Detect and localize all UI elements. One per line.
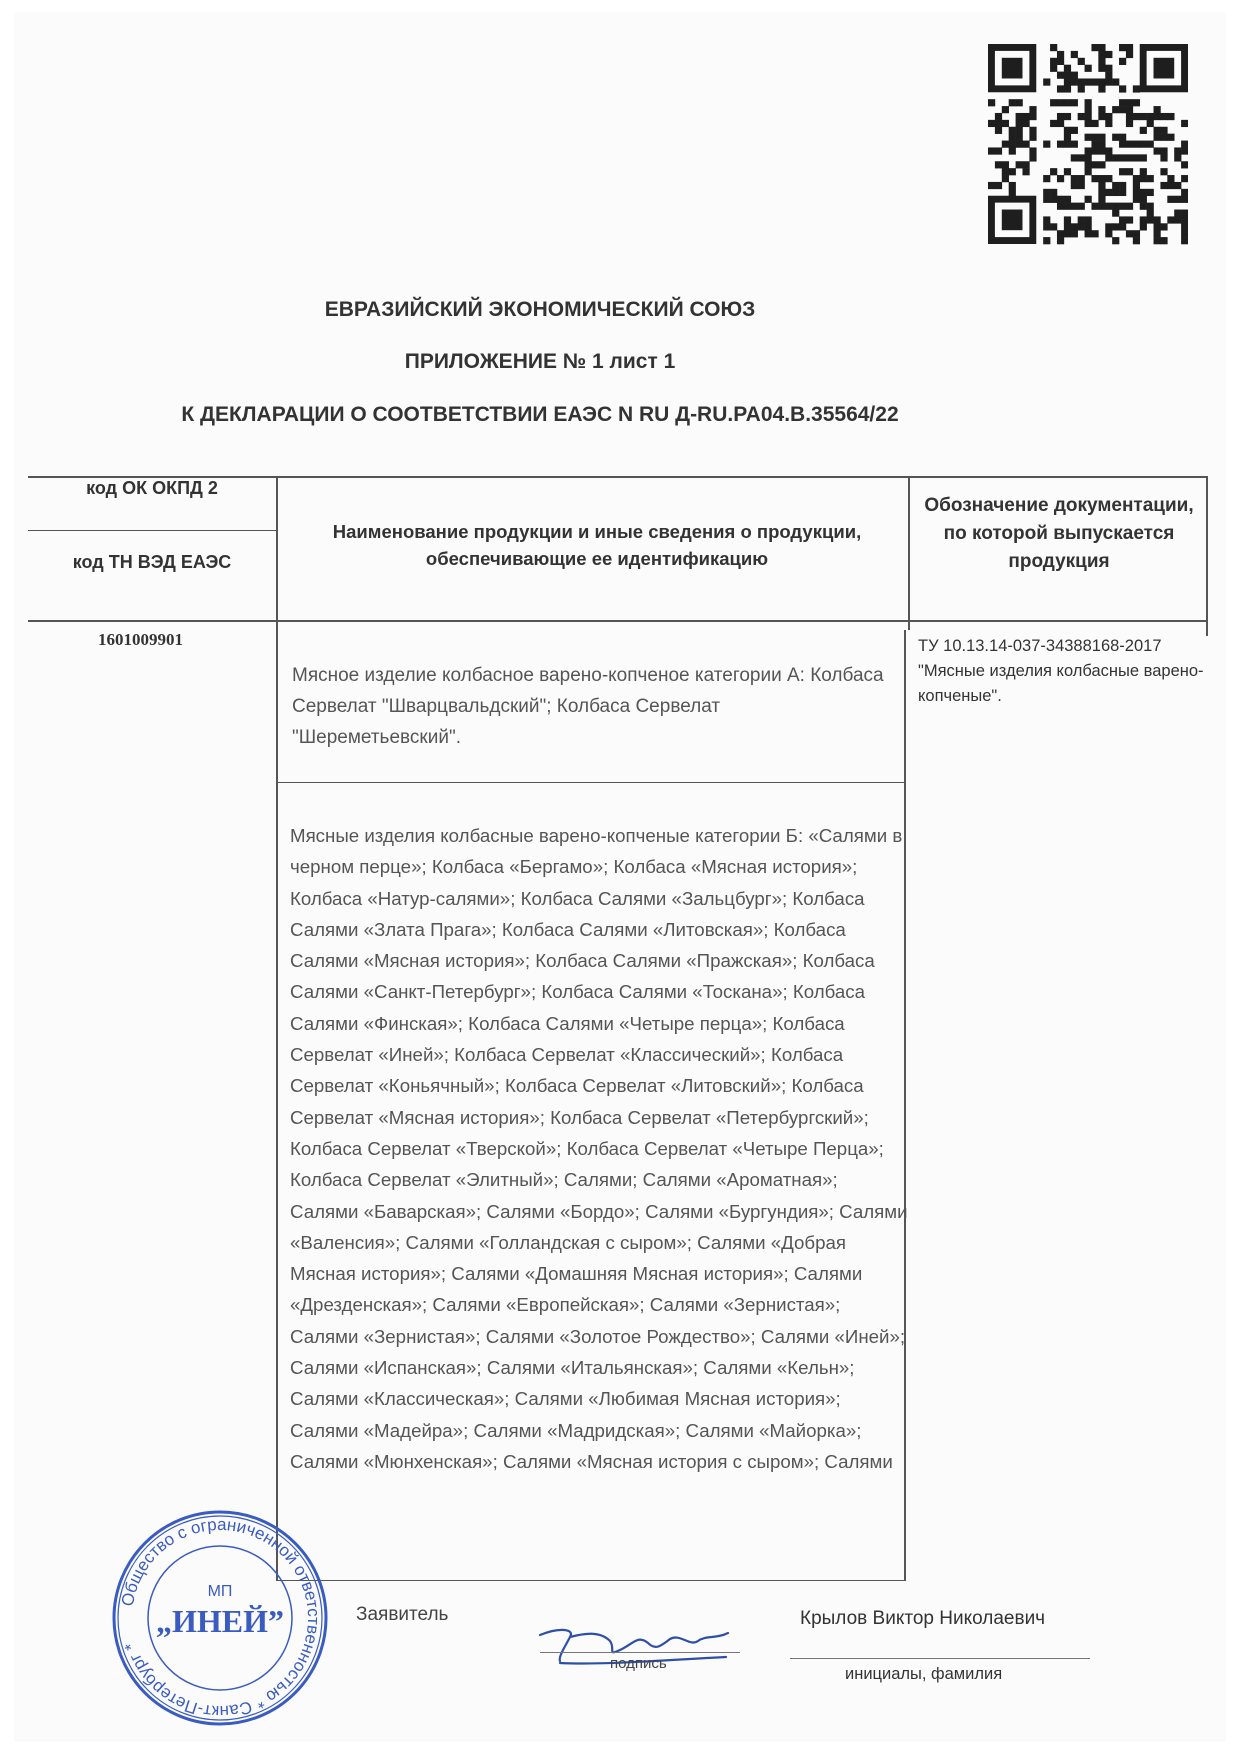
col-divider-1 xyxy=(276,476,278,1581)
company-stamp xyxy=(110,1508,330,1728)
col-okpd-header: код ОК ОКПД 2 xyxy=(86,478,218,498)
qr-code xyxy=(988,44,1188,249)
signature-line xyxy=(540,1652,740,1653)
applicant-label: Заявитель xyxy=(356,1604,449,1625)
name-line xyxy=(790,1658,1090,1659)
row-code: 1601009901 xyxy=(98,630,183,649)
svg-text:Общество с ограниченной ответс: Общество с ограниченной ответственностью * Санкт-Петербург * xyxy=(117,1514,324,1722)
doc-reference: ТУ 10.13.14-037-34388168-2017 "Мясные изделия колбасные варено-копченые". xyxy=(918,637,1204,705)
col-doc-header: Обозначение документации, по которой выпускается продукция xyxy=(924,495,1194,572)
product-category-b: Мясные изделия колбасные варено-копченые категории Б: «Салями в черном перце»; Колбаса «Бергамо»; Колбаса «Мясная история»; Колбаса «Натур-салями»; Колбаса Салями «Зальцбург»; Колбаса Салями «Злата Прага»; Колбаса Салями «Литовская»; Колбаса Салями «Мясная история»; Колбаса Салями «Пражская»; Колбаса Салями «Санкт-Петербург»; Колбаса Салями «Тоскана»; Колбаса Салями «Финская»; Колбаса Салями «Четыре перца»; Колбаса Сервелат «Иней»; Колбаса Сервелат «Классический»; Колбаса Сервелат «Коньячный»; Колбаса Сервелат «Литовский»; Колбаса Сервелат «Мясная история»; Колбаса Сервелат «Петербургский»; Колбаса Сервелат «Тверской»; Колбаса Сервелат «Четыре Перца»; Колбаса Сервелат «Элитный»; Салями; Салями «Ароматная»; Салями «Баварская»; Салями «Бордо»; Салями «Бургундия»; Салями «Валенсия»; Салями «Голландская с сыром»; Салями «Добрая Мясная история»; Салями «Домашняя Мясная история»; Салями «Дрезденская»; Салями «Европейская»; Салями «Зернистая»; Салями «Зернистая»; Салями «Золотое Рождество»; Салями «Иней»; Салями «Испанская»; Салями «Итальянская»; Салями «Кельн»; Салями «Классическая»; Салями «Любимая Мясная история»; Салями «Мадейра»; Салями «Мадридская»; Салями «Майорка»; Салями «Мюнхенская»; Салями «Мясная история с сыром»; Салями xyxy=(290,825,908,1472)
appendix-title: ПРИЛОЖЕНИЕ № 1 лист 1 xyxy=(404,350,676,373)
union-title: ЕВРАЗИЙСКИЙ ЭКОНОМИЧЕСКИЙ СОЮЗ xyxy=(324,298,756,321)
svg-text:„ИНЕЙ”: „ИНЕЙ” xyxy=(155,1603,285,1639)
initials-caption: инициалы, фамилия xyxy=(845,1665,1003,1683)
product-category-a: Мясное изделие колбасное варено-копченое категории А: Колбаса Сервелат "Шварцвальдский"; Колбаса Сервелат "Шереметьевский". xyxy=(292,665,884,748)
table-right-border xyxy=(1206,476,1208,636)
svg-text:МП: МП xyxy=(207,1583,233,1600)
header-bottom-border xyxy=(28,620,1208,622)
applicant-name: Крылов Виктор Николаевич xyxy=(800,1608,1046,1629)
signature-caption: подпись xyxy=(610,1655,667,1672)
product-divider xyxy=(276,782,906,783)
col-name-header: Наименование продукции и иные сведения о продукции, обеспечивающие ее идентификацию xyxy=(332,521,862,569)
declaration-title: К ДЕКЛАРАЦИИ О СООТВЕТСТВИИ ЕАЭС N RU Д-RU.PA04.B.35564/22 xyxy=(181,403,899,426)
header-split-line xyxy=(28,530,276,531)
table-bottom-border xyxy=(276,1580,906,1581)
col-tnved-header: код ТН ВЭД ЕАЭС xyxy=(72,552,232,572)
